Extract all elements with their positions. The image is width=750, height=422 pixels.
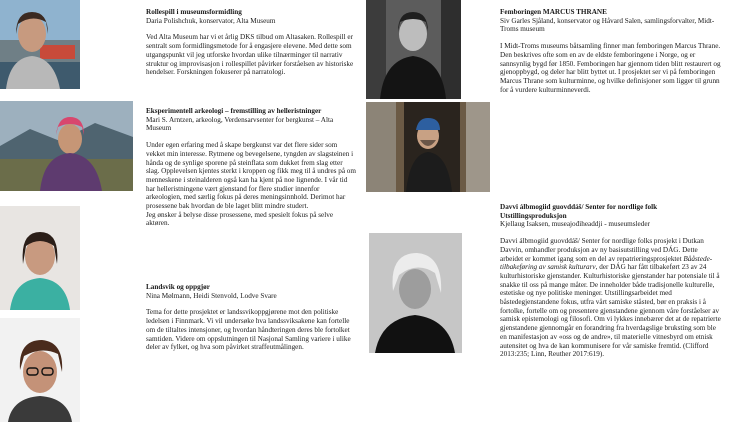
photo-siv <box>366 0 461 99</box>
photo-daria <box>0 0 80 89</box>
section-body-part: , der DÁG har fått tilbakeført 23 av 24 kulturhistoriske gjenstander. Kulturhistoriske gjenstander har potensiale til å snakke til oss på mange måter. De inneholder både tradisjonelle kulturelle, estetiske og nye politiske meninger. Utstillingsarbeidet med båstedegjenstandene fokus, utfra vårt samiske ståsted, bør en praksis i å fortolke, fortelle om og presentere gjenstandene gjennom våre forståelser av samisk epistemologi og filosofi. Om vi lykkes innebærer det at de repatrierte gjenstandene gjennomgår en forandring fra hverdagslige brukstíng som ble en manifestasjon av «oss og de andre», til materielle vitnesbyrd om etnisk autensitet og hva de kan kommunisere for vår samiske fremtid. (Clifford 2013:235; Linn, Reuther 2017:619). <box>500 263 721 359</box>
photo-heidi <box>0 318 80 422</box>
section-body: I Midt-Troms museums båtsamling finner man femboringen Marcus Thrane. Den beskrives ofte som en av de eldste femboringene i Norge, og er sannsynlig bygd før 1850. Femboringen har gjennom tiden blitt restaurert og gjenoppbygd, og deler har blitt byttet ut. I prosjektet ser vi på femboringen Marcus Thrane som kulturminne, og hvilke definisjoner som ligger til grunn for å vurdere kulturminneverdi. <box>500 42 721 94</box>
section-landsvik <box>146 283 356 352</box>
section-author: Mari S. Arntzen, arkeolog, Verdensarvsenter for bergkunst – Alta Museum <box>146 115 334 133</box>
photo-mari <box>0 101 133 191</box>
section-rollespill <box>146 8 356 77</box>
photo-kjellaug <box>369 233 462 353</box>
section-femboringen <box>500 8 722 94</box>
section-title: Eksperimentell arkeologi – fremstilling av helleristninger <box>146 107 322 115</box>
section-body: Tema for dette prosjektet er landssvikoppgjørene mot den politiske ledelsen i Finnmark. Vi vil undersøke hva landssviksakene kan fortelle om de tiltaltes intensjoner, og hvordan håndteringen deres ble fortolket samtiden. Videre om oppslutningen til Nasjonal Samling variere i ulike deler av fylket, og hva som påvirket straffeutmålingen. <box>146 308 351 352</box>
section-title: Rollespill i museumsformidling <box>146 8 242 16</box>
section-davvi <box>500 203 722 359</box>
section-body-part: Davvi álbmogiid guovddáš/ Senter for nordlige folks prosjekt i Dutkan Davvin, omhandler produksjon av ny basisutstilling ved DÁG. Dette arbeidet er kommet igang som en del av repatrieringsprosjektet <box>500 237 704 263</box>
section-body-continued: Jeg ønsker å belyse disse prosessene, med spesielt fokus på selve aktøren. <box>146 210 334 228</box>
section-author: Kjellaug Isaksen, museajođiheaddji - museumsleder <box>500 220 650 229</box>
section-title: Davvi álbmogiid guovddáš/ Senter for nordlige folk Utstillingsproduksjon <box>500 203 658 220</box>
section-author: Daria Polishchuk, konservator, Alta Museum <box>146 16 276 25</box>
section-body: Under egen erfaring med å skape bergkunst var det flere sider som vekket min interesse. Rytmene og bevegelsene, tyngden av slagsteinen i hånda og de synlige sporene på steinflata som dukket frem slag etter slag. Opplevelsen kjentes sterkt i kroppen og fikk meg til å undres på om menneskene i steinalderen også kan ha kjent på noe lignende. I vår tid har helleristningene vært gjenstand for flere studier innenfor arkeologien, med særlig fokus på deres meningsinnhold. Derimot har prosessene bak hvordan de ble laget blitt mindre studert. <box>146 141 356 211</box>
section-title: Femboringen MARCUS THRANE <box>500 8 607 16</box>
section-helleristninger <box>146 107 356 228</box>
section-author: Siv Garles Sjåland, konservator og Håvard Salen, samlingsforvalter, Midt-Troms museum <box>500 16 715 34</box>
section-body: Ved Alta Museum har vi et årlig DKS tilbud om Altasaken. Rollespill er sentralt som formidlingsmetode for å engasjere elevene. Med dette som utgangspunkt vil jeg utforske hvordan ulike tilnærminger til narrativ struktur og improvisasjon i rollespillet påvirker forståelsen av historiske hendelser. Forskningen fokuserer på narratologi. <box>146 33 354 77</box>
photo-havard <box>366 102 490 192</box>
section-author: Nina Mølmann, Heidi Stenvold, Lodve Svare <box>146 291 277 300</box>
section-body <box>500 237 722 359</box>
photo-nina <box>0 206 80 310</box>
section-body-italic: Bååstede-tilbakeføring av samisk kulturarv <box>500 254 713 272</box>
section-title: Landsvik og oppgjør <box>146 283 210 291</box>
